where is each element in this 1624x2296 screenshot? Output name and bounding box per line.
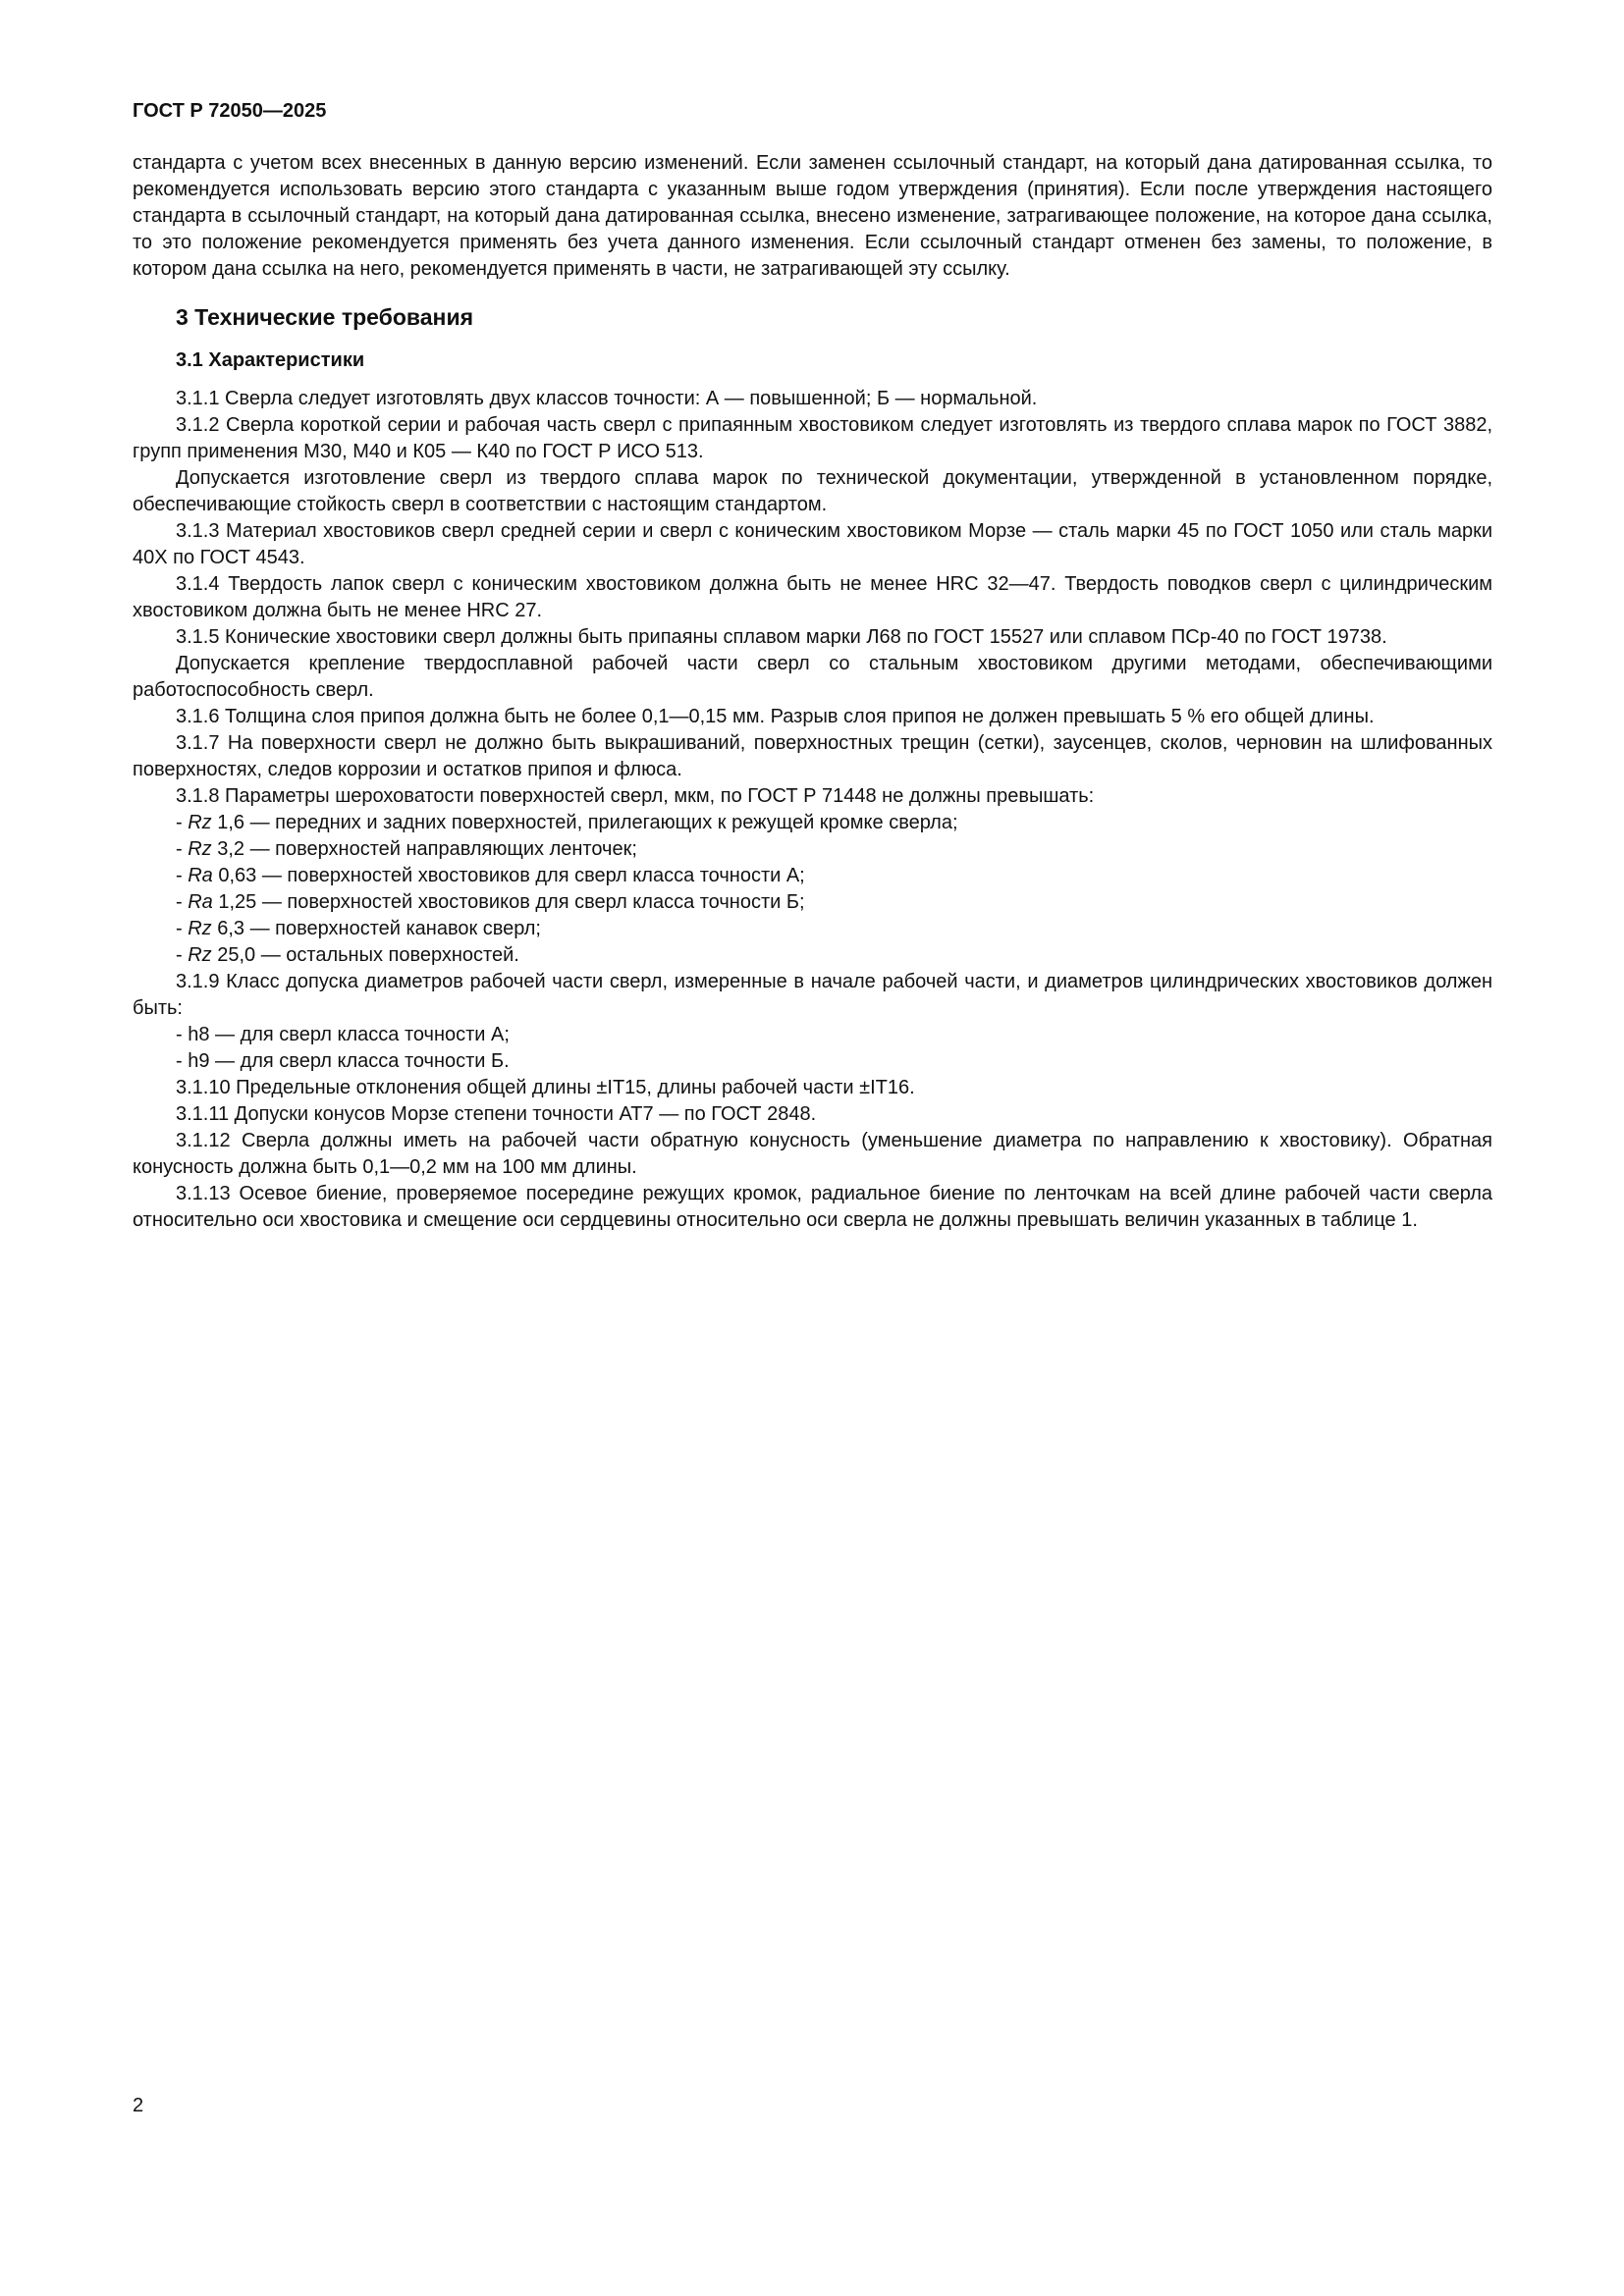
paragraph-3-1-3: 3.1.3 Материал хвостовиков сверл средней серии и сверл с коническим хвостовиком Морзе — сталь марки 45 по ГОСТ 1050 или сталь марки 40Х по ГОСТ 4543. [133, 520, 1492, 568]
roughness-param: Rz [188, 838, 212, 860]
roughness-param: Rz [188, 918, 212, 939]
roughness-list-item [133, 942, 1492, 969]
list-dash: - [176, 918, 189, 939]
roughness-text: 0,63 — поверхностей хвостовиков для сверл класса точности А; [212, 865, 805, 886]
list-dash: - [176, 944, 189, 966]
list-dash: - [176, 838, 189, 860]
list-dash: - [176, 812, 189, 833]
paragraph-3-1-2: 3.1.2 Сверла короткой серии и рабочая часть сверл с припаянным хвостовиком следует изготовлять из твердого сплава марок по ГОСТ 3882, групп применения М30, М40 и К05 — К40 по ГОСТ Р ИСО 513. [133, 414, 1492, 462]
roughness-param: Rz [188, 812, 212, 833]
paragraph-3-1-13: 3.1.13 Осевое биение, проверяемое посередине режущих кромок, радиальное биение по ленточкам на всей длине рабочей части сверла относительно оси хвостовика и смещение оси сердцевины относительно оси сверла не должны превышать величин указанных в таблице 1. [133, 1183, 1492, 1231]
roughness-text: 3,2 — поверхностей направляющих ленточек; [211, 838, 637, 860]
list-dash: - [176, 865, 189, 886]
roughness-list-item [133, 836, 1492, 863]
paragraph-3-1-1: 3.1.1 Сверла следует изготовлять двух классов точности: А — повышенной; Б — нормальной. [176, 388, 1038, 409]
list-dash: - [176, 891, 189, 913]
page-number: 2 [133, 2095, 144, 2116]
section-heading: 3 Технические требования [176, 304, 473, 330]
subsection-heading: 3.1 Характеристики [176, 349, 365, 371]
intro-paragraph: стандарта с учетом всех внесенных в данную версию изменений. Если заменен ссылочный стандарт, на который дана датированная ссылка, то рекомендуется использовать версию этого стандарта с указанным выше годом утверждения (принятия). Если после утверждения настоящего стандарта в ссылочный стандарт, на который дана датированная ссылка, внесено изменение, затрагивающее положение, на которое дана ссылка, то это положение рекомендуется применять без учета данного изменения. Если ссылочный стандарт отменен без замены, то положение, в котором дана ссылка на него, рекомендуется применять в части, не затрагивающей эту ссылку. [133, 152, 1492, 280]
paragraph-3-1-2-note: Допускается изготовление сверл из твердого сплава марок по технической документации, утвержденной в установленном порядке, обеспечивающие стойкость сверл в соответствии с настоящим стандартом. [133, 467, 1492, 515]
paragraph-3-1-6: 3.1.6 Толщина слоя припоя должна быть не более 0,1—0,15 мм. Разрыв слоя припоя не должен превышать 5 % его общей длины. [176, 706, 1375, 727]
paragraph-3-1-9: 3.1.9 Класс допуска диаметров рабочей части сверл, измеренные в начале рабочей части, и диаметров цилиндрических хвостовиков должен быть: [133, 971, 1492, 1019]
roughness-list-item [133, 810, 1492, 836]
paragraph-3-1-5-note: Допускается крепление твердосплавной рабочей части сверл со стальным хвостовиком другими методами, обеспечивающими работоспособность сверл. [133, 653, 1492, 701]
tolerance-class-list-item: - h8 — для сверл класса точности А; [176, 1024, 510, 1045]
roughness-param: Ra [188, 891, 213, 913]
roughness-list-item [133, 863, 1492, 889]
roughness-param: Rz [188, 944, 212, 966]
roughness-text: 1,6 — передних и задних поверхностей, прилегающих к режущей кромке сверла; [211, 812, 958, 833]
roughness-text: 6,3 — поверхностей канавок сверл; [211, 918, 541, 939]
paragraph-3-1-5: 3.1.5 Конические хвостовики сверл должны быть припаяны сплавом марки Л68 по ГОСТ 15527 или сплавом ПСр-40 по ГОСТ 19738. [176, 626, 1387, 648]
roughness-list-item [133, 889, 1492, 916]
paragraph-3-1-11: 3.1.11 Допуски конусов Морзе степени точности АТ7 — по ГОСТ 2848. [176, 1103, 817, 1125]
roughness-list-item [133, 916, 1492, 942]
doc-code-header: ГОСТ Р 72050—2025 [133, 100, 327, 122]
paragraph-3-1-12: 3.1.12 Сверла должны иметь на рабочей части обратную конусность (уменьшение диаметра по направлению к хвостовику). Обратная конусность должна быть 0,1—0,2 мм на 100 мм длины. [133, 1130, 1492, 1178]
paragraph-3-1-7: 3.1.7 На поверхности сверл не должно быть выкрашиваний, поверхностных трещин (сетки), заусенцев, сколов, черновин на шлифованных поверхностях, следов коррозии и остатков припоя и флюса. [133, 732, 1492, 780]
paragraph-3-1-8: 3.1.8 Параметры шероховатости поверхностей сверл, мкм, по ГОСТ Р 71448 не должны превышать: [176, 785, 1095, 807]
tolerance-class-list-item: - h9 — для сверл класса точности Б. [176, 1050, 510, 1072]
roughness-text: 1,25 — поверхностей хвостовиков для сверл класса точности Б; [212, 891, 805, 913]
roughness-text: 25,0 — остальных поверхностей. [211, 944, 519, 966]
roughness-param: Ra [188, 865, 213, 886]
paragraph-3-1-4: 3.1.4 Твердость лапок сверл с коническим хвостовиком должна быть не менее HRC 32—47. Твердость поводков сверл с цилиндрическим хвостовиком должна быть не менее HRC 27. [133, 573, 1492, 621]
paragraph-3-1-10: 3.1.10 Предельные отклонения общей длины ±IT15, длины рабочей части ±IT16. [176, 1077, 915, 1098]
